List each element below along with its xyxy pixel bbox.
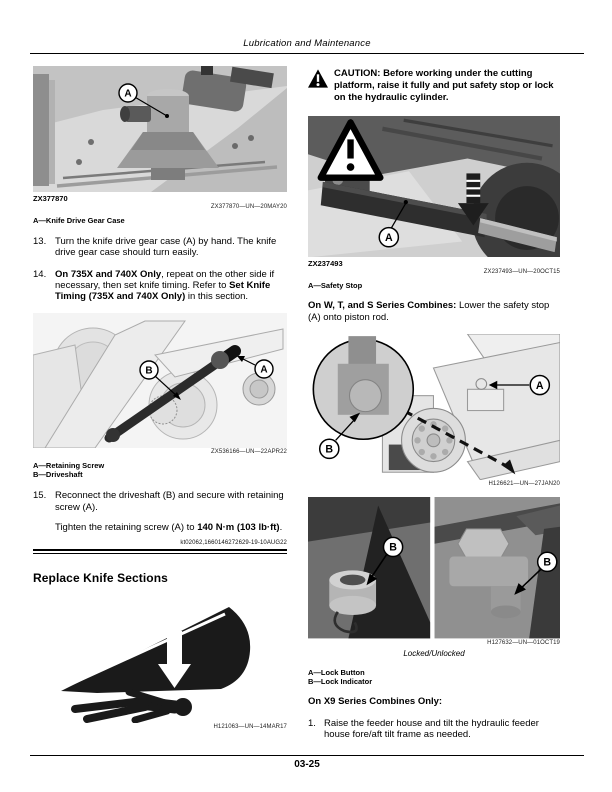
legend-item-b: B—Lock Indicator xyxy=(308,677,373,687)
torque-value: 140 N·m (103 lb·ft) xyxy=(197,521,280,533)
figure-credit: ZX237493—UN—20OCT15 xyxy=(483,269,560,276)
torque-text: Tighten the retaining screw (A) to xyxy=(55,521,198,533)
step-text-part: in this section. xyxy=(185,291,249,303)
callout-a xyxy=(119,84,137,102)
callout-b xyxy=(320,439,339,458)
figure-credit: ZX536166—UN—22APR22 xyxy=(211,448,287,455)
wts-bold: On W, T, and S Series Combines: xyxy=(308,299,457,311)
page-header-title: Lubrication and Maintenance xyxy=(243,38,371,49)
section-divider xyxy=(33,549,287,554)
legend-item-a: A—Knife Drive Gear Case xyxy=(33,216,125,225)
svg-text:B: B xyxy=(145,365,153,377)
callout-b-left xyxy=(383,538,402,557)
safety-stop-figure xyxy=(308,116,560,275)
figure-label: ZX377870 xyxy=(33,194,68,203)
wts-text: Lower the safety stop (A) onto piston rod. xyxy=(308,299,550,323)
step-text-bold: Set Knife Timing (735X and 740X Only) xyxy=(55,279,271,303)
figure4-legend xyxy=(308,281,560,291)
figure-credit: H126621—UN—27JAN20 xyxy=(488,481,560,488)
safety-stop-photo xyxy=(308,116,560,257)
section-heading: Replace Knife Sections xyxy=(33,571,168,586)
lock-indicator-figure xyxy=(308,497,560,657)
svg-text:B: B xyxy=(543,556,552,569)
step-text-part: , repeat on the other side if necessary, then set knife timing. Refer to xyxy=(55,268,275,291)
reference-code: kt02062,1660146272629-19-10AUG22 xyxy=(180,540,287,547)
feeder-house-figure xyxy=(308,334,560,488)
callout-a xyxy=(255,360,273,378)
caution-note xyxy=(308,68,560,104)
figure6-legend xyxy=(308,668,560,688)
lock-indicator-photos xyxy=(308,497,560,638)
legend-item-a: A—Safety Stop xyxy=(308,281,363,291)
svg-text:A: A xyxy=(535,379,544,392)
page-number: 03-25 xyxy=(294,759,320,770)
callout-a xyxy=(379,227,398,246)
svg-text:A: A xyxy=(384,231,393,244)
crush-hazard-figure xyxy=(33,601,287,723)
figure2-legend xyxy=(33,461,287,481)
step-1 xyxy=(308,718,560,741)
driveshaft-illustration xyxy=(33,313,287,448)
knife-drive-gear-case-figure xyxy=(33,66,287,210)
knife-drive-gear-case-illustration xyxy=(33,66,287,192)
figure-credit: H121063—UN—14MAR17 xyxy=(213,724,287,731)
legend-item-a: A—Lock Button xyxy=(308,667,365,677)
svg-text:A: A xyxy=(260,364,268,376)
legend-item-a: A—Retaining Screw xyxy=(33,460,105,470)
step-text-bold: On 735X and 740X Only xyxy=(55,268,162,280)
step-15 xyxy=(33,490,287,513)
figure-credit: H127632—UN—01OCT19 xyxy=(487,639,560,646)
figure-credit: ZX377870—UN—20MAY20 xyxy=(210,204,287,210)
callout-b xyxy=(140,361,158,379)
legend-item-b: B—Driveshaft xyxy=(33,470,83,480)
left-column xyxy=(33,66,287,730)
step-number: 1. xyxy=(308,718,316,730)
callout-a xyxy=(530,375,549,394)
right-column xyxy=(308,66,560,741)
wts-combines-note xyxy=(308,300,560,324)
step-number: 14. xyxy=(33,268,47,280)
step-text: Turn the knife drive gear case (A) by hand. The knife drive gear case should turn easily. xyxy=(55,235,277,259)
step-number: 15. xyxy=(33,490,47,502)
header-rule xyxy=(30,53,584,54)
step-text xyxy=(55,269,287,303)
svg-text:B: B xyxy=(325,443,334,456)
x9-series-heading: On X9 Series Combines Only: xyxy=(308,696,443,708)
step-13 xyxy=(33,236,287,259)
step-text: Raise the feeder house and tilt the hydraulic feeder house fore/aft tilt frame as needed. xyxy=(324,718,539,741)
svg-text:A: A xyxy=(124,88,132,100)
step-number: 13. xyxy=(33,235,47,247)
feeder-house-illustration xyxy=(308,334,560,481)
step-text: Reconnect the driveshaft (B) and secure with retaining screw (A). xyxy=(55,490,284,513)
svg-text:B: B xyxy=(389,541,397,554)
caution-text: CAUTION: Before working under the cutting platform, raise it fully and put safety stop or lock on the hydraulic cylinder. xyxy=(334,68,554,103)
figure-label: ZX237493 xyxy=(308,259,343,269)
warning-triangle-icon xyxy=(308,68,328,104)
driveshaft-figure xyxy=(33,313,287,455)
footer-rule xyxy=(30,755,584,756)
figure1-legend xyxy=(33,216,287,226)
crush-hazard-pictogram xyxy=(57,601,263,723)
person-figure xyxy=(75,692,192,720)
torque-note xyxy=(55,522,287,533)
torque-text-end: . xyxy=(279,521,283,533)
figure-caption: Locked/Unlocked xyxy=(403,648,465,658)
step-14 xyxy=(33,269,287,303)
callout-b-right xyxy=(538,553,557,572)
